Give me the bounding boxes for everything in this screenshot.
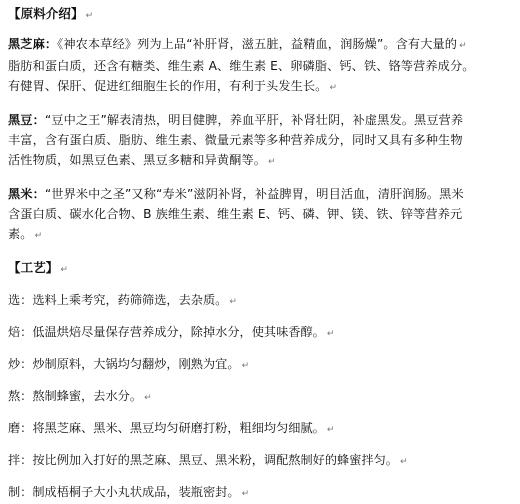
- material-black-rice: [8, 184, 510, 246]
- process-step-bake: [8, 322, 510, 344]
- material-line: [8, 184, 510, 204]
- return-mark-icon: ↵: [329, 83, 338, 93]
- return-mark-icon: ↵: [85, 11, 94, 21]
- material-text: 有健胃、保肝、促进红细胞生长的作用，有利于头发生长。: [8, 79, 328, 93]
- return-mark-icon: ↵: [241, 489, 250, 499]
- material-line: [8, 224, 510, 246]
- material-line: [8, 34, 510, 56]
- material-line: [8, 56, 510, 76]
- return-mark-icon: ↵: [144, 393, 152, 403]
- material-term: 黑豆：: [8, 113, 45, 127]
- process-title-text: 【工艺】: [8, 260, 59, 275]
- return-mark-icon: ↵: [326, 329, 335, 339]
- return-mark-icon: ↵: [34, 231, 43, 241]
- process-section-title: [8, 258, 510, 280]
- material-black-bean: [8, 110, 510, 172]
- process-step-mix: [8, 450, 510, 472]
- material-text: 《神农本草经》列为上品“补肝肾，滋五脏，益精血，润肠燥”。含有大量的: [57, 37, 458, 51]
- material-term: 黑米：: [8, 187, 45, 201]
- return-mark-icon: ↵: [459, 41, 467, 51]
- material-text: 含蛋白质、碳水化合物、B 族维生素、维生素 E、钙、磷、钾、镁、铁、锌等营养元: [8, 207, 463, 221]
- return-mark-icon: ↵: [229, 297, 237, 307]
- material-text: “世界米中之圣”又称“寿米”滋阴补肾，补益脾胃，明目活血，清肝润肠。黑米: [44, 187, 464, 201]
- material-text: 活性物质，如黑豆色素、黑豆多糖和异黄酮等。: [8, 153, 267, 167]
- return-mark-icon: ↵: [268, 157, 276, 167]
- material-line: [8, 76, 510, 98]
- material-line: [8, 150, 510, 172]
- material-term: 黑芝麻：: [8, 37, 58, 51]
- material-text: “豆中之王”解表清热，明目健脾，养血平肝，补肾壮阴，补虚黑发。黑豆营养: [44, 113, 464, 127]
- process-step-text: 熬：熬制蜂蜜，去水分。: [8, 389, 143, 403]
- material-line: [8, 110, 510, 130]
- return-mark-icon: ↵: [241, 361, 250, 371]
- return-mark-icon: ↵: [326, 425, 335, 435]
- process-step-fry: [8, 354, 510, 376]
- materials-section-title: [8, 4, 510, 26]
- material-line: [8, 130, 510, 150]
- process-step-make: [8, 482, 510, 504]
- material-text: 素。: [8, 227, 33, 241]
- material-line: [8, 204, 510, 224]
- process-step-text: 拌：按比例加入打好的黑芝麻、黑豆、黑米粉，调配熬制好的蜂蜜拌匀。: [8, 453, 398, 467]
- process-step-select: [8, 290, 510, 312]
- process-step-text: 制：制成梧桐子大小丸状成品，装瓶密封。: [8, 485, 240, 499]
- material-text: 脂肪和蛋白质，还含有糖类、维生素 A、维生素 E、卵磷脂、钙、铁、铬等营养成分。: [8, 59, 475, 73]
- materials-title-text: 【原料介绍】: [8, 6, 84, 21]
- material-text: 丰富，含有蛋白质、脂肪、维生素、微量元素等多种营养成分，同时又具有多种生物: [8, 133, 463, 147]
- process-step-text: 炒：炒制原料，大锅均匀翻炒，刚熟为宜。: [8, 357, 240, 371]
- process-step-boil: [8, 386, 510, 408]
- process-step-text: 焙：低温烘焙尽量保存营养成分，除掉水分，使其味香醇。: [8, 325, 325, 339]
- return-mark-icon: ↵: [400, 457, 408, 467]
- material-black-sesame: [8, 34, 510, 98]
- process-step-text: 选：选料上乘考究，药筛筛选，去杂质。: [8, 293, 228, 307]
- return-mark-icon: ↵: [60, 265, 69, 275]
- process-step-grind: [8, 418, 510, 440]
- process-step-text: 磨：将黑芝麻、黑米、黑豆均匀研磨打粉，粗细均匀细腻。: [8, 421, 325, 435]
